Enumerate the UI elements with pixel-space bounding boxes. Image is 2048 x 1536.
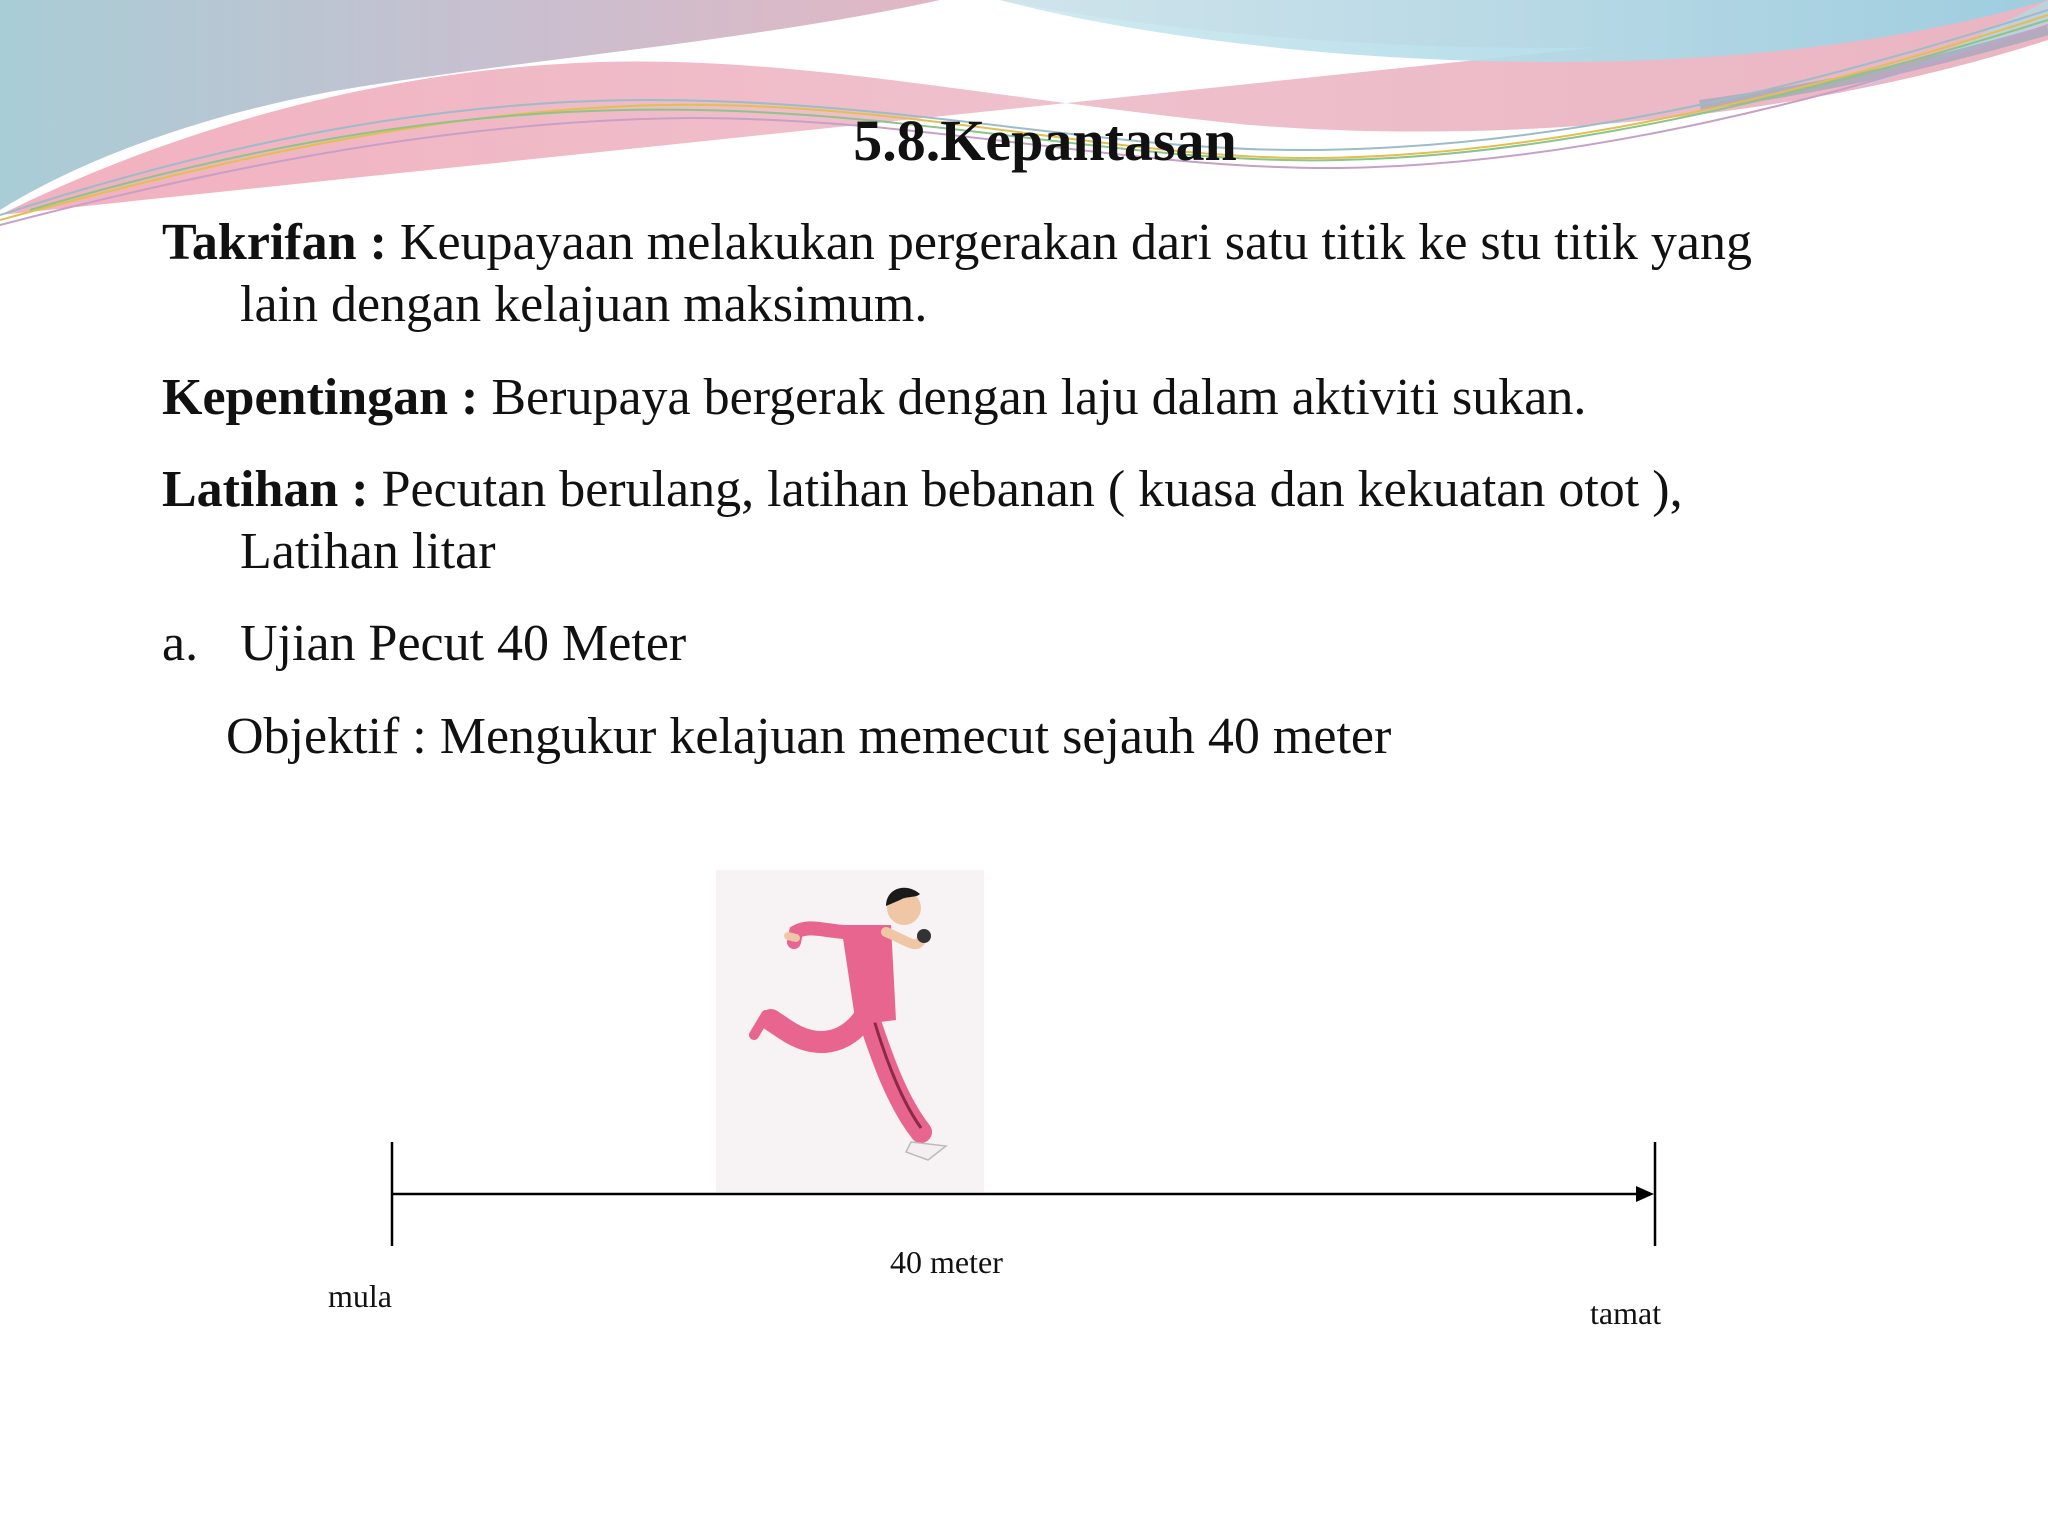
training-text: Pecutan berulang, latihan bebanan ( kuasa dan kekuatan otot ), (368, 461, 1683, 518)
definition-text: Keupayaan melakukan pergerakan dari satu titik ke stu titik yang (386, 214, 1752, 271)
definition-term: Takrifan : (162, 214, 387, 271)
training-term: Latihan : (162, 461, 369, 518)
finish-label: tamat (1590, 1295, 1662, 1331)
start-label: mula (328, 1278, 392, 1314)
slide-title: 5.8.Kepantasan (853, 108, 1237, 173)
list-marker: a. (162, 615, 199, 672)
arrowhead-icon (1636, 1186, 1654, 1202)
distance-label: 40 meter (890, 1244, 1003, 1280)
definition-continuation: lain dengan kelajuan maksimum. (240, 276, 928, 333)
training-continuation: Latihan litar (240, 523, 496, 580)
test-item-text: Ujian Pecut 40 Meter (240, 615, 687, 672)
importance-text: Berupaya bergerak dengan laju dalam aktiviti sukan. (478, 369, 1587, 426)
objective-text: Objektif : Mengukur kelajuan memecut sejauh 40 meter (226, 708, 1392, 765)
importance-term: Kepentingan : (162, 369, 479, 426)
